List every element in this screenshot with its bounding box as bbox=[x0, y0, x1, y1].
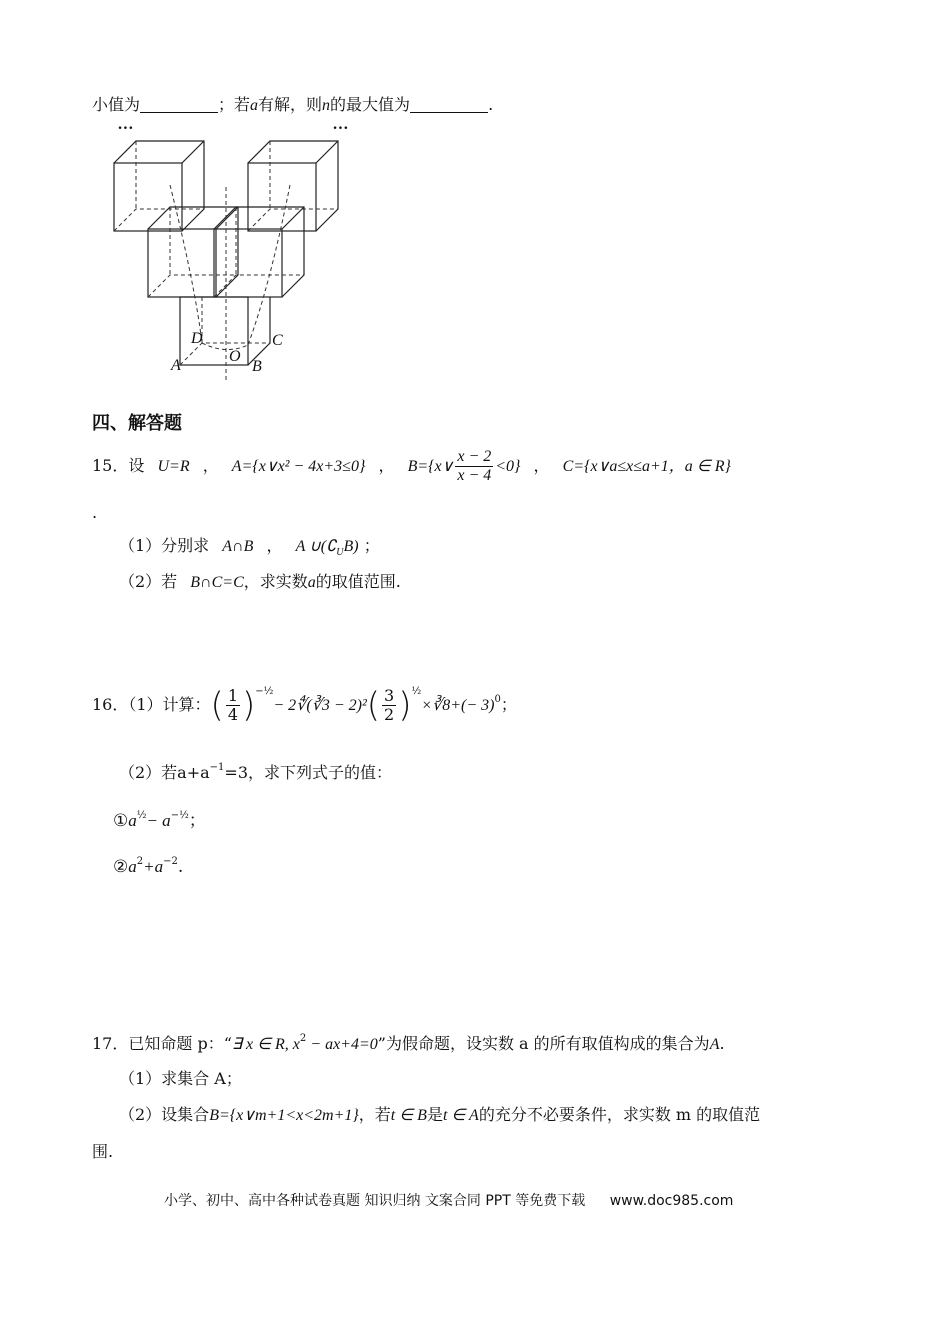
q15-comma-1: ， bbox=[202, 456, 219, 475]
q17-stem bbox=[92, 1033, 725, 1056]
q17-pre: 17．已知命题 p：“ bbox=[92, 1034, 232, 1053]
q14-tail-line bbox=[92, 94, 493, 117]
q16-exp-1: −½ bbox=[255, 686, 274, 697]
q15-frac-num: x − 2 bbox=[457, 448, 492, 465]
q17-math-2: − ax+4=0 bbox=[306, 1036, 378, 1053]
q14-var-a: a bbox=[250, 97, 259, 114]
q16-item1-exp2: −½ bbox=[170, 810, 189, 821]
q16-item1-mark: ① bbox=[113, 811, 129, 831]
q16-item2-end: . bbox=[177, 857, 184, 877]
footer-text: 小学、初中、高中各种试卷真题 知识归纳 文案合同 PPT 等免费下载 bbox=[164, 1193, 586, 1209]
q15-part2 bbox=[119, 571, 401, 594]
figure-label-B: B bbox=[252, 358, 262, 375]
q15-p1-end: ； bbox=[363, 536, 380, 555]
q16-item1-end: ； bbox=[188, 811, 206, 831]
q15-set-B-left: B={x∨ bbox=[407, 458, 454, 475]
q16-frac2-num: 3 bbox=[384, 686, 395, 705]
q16-paren-close-2: ) bbox=[398, 685, 412, 726]
cube-stack-figure bbox=[100, 115, 360, 380]
answer-blank-2[interactable] bbox=[410, 96, 488, 113]
q16-paren-open-2: ( bbox=[366, 685, 381, 726]
q17-p2-pre: （2）设集合 bbox=[119, 1105, 210, 1124]
q17-part2 bbox=[119, 1104, 760, 1127]
q16-item2-exp2: −2 bbox=[163, 856, 178, 867]
q15-p2-end: 的取值范围. bbox=[315, 572, 401, 591]
q16-p2-exp: −1 bbox=[209, 762, 225, 773]
q16-p2-text: （2）若a+a bbox=[119, 763, 210, 782]
q15-p1-expr1: A∩B bbox=[222, 538, 254, 555]
q15-p2-expr: B∩C=C bbox=[190, 574, 244, 591]
q16-part2 bbox=[119, 762, 392, 784]
q17-p2-cond2: t ∈ A bbox=[442, 1107, 479, 1124]
figure-dots-right: … bbox=[333, 116, 349, 133]
q15-set-C: C={x∨a≤x≤a+1，a ∈ R} bbox=[562, 458, 731, 475]
figure-label-D: D bbox=[191, 330, 203, 347]
q17-set-A: A bbox=[709, 1036, 720, 1053]
q14-text-3: 有解，则 bbox=[258, 95, 323, 114]
q14-text-4: 的最大值为 bbox=[330, 95, 411, 114]
q17-exp: 2 bbox=[299, 1033, 307, 1044]
q17-p2-mid: ，若 bbox=[358, 1105, 391, 1124]
q15-p2-var: a bbox=[307, 574, 316, 591]
q17-math-1: ∃ x ∈ R, x bbox=[231, 1036, 300, 1053]
q17-p2-set: B={x∨m+1<x<2m+1} bbox=[209, 1107, 359, 1124]
q15-p1-expr3: B) bbox=[343, 538, 359, 555]
q15-stem bbox=[92, 448, 731, 485]
figure-label-A: A bbox=[171, 357, 181, 374]
q16-exp-3: 0 bbox=[494, 694, 501, 705]
q15-p1-expr2: A ∪(∁ bbox=[295, 538, 337, 555]
q16-radical-term: − 2∜(∛3 − 2)² bbox=[273, 697, 367, 714]
q16-frac-3-2 bbox=[382, 687, 396, 724]
q15-p1-label: （1）分别求 bbox=[119, 536, 210, 555]
q17-part1: （1）求集合 A； bbox=[119, 1069, 242, 1088]
q16-item-1 bbox=[113, 810, 206, 832]
q16-exp-2: ½ bbox=[411, 686, 422, 697]
q15-set-U: U=R bbox=[157, 458, 190, 475]
q16-item2-exp1: 2 bbox=[136, 856, 144, 867]
q15-part1 bbox=[119, 535, 380, 558]
q17-end: . bbox=[719, 1034, 725, 1053]
q14-text-2: ；若 bbox=[218, 95, 251, 114]
q15-dot: . bbox=[92, 503, 98, 522]
footer bbox=[164, 1190, 733, 1212]
q16-part1 bbox=[92, 685, 517, 731]
q15-set-A: A={x∨x² − 4x+3≤0} bbox=[231, 458, 366, 475]
q15-p2-text: ，求实数 bbox=[243, 572, 308, 591]
figure-label-C: C bbox=[272, 332, 283, 349]
q17-post: ”为假命题，设实数 a 的所有取值构成的集合为 bbox=[377, 1034, 710, 1053]
q15-comma-2: ， bbox=[378, 456, 395, 475]
q17-p2-post: 的充分不必要条件，求实数 m 的取值范 bbox=[478, 1105, 761, 1124]
q16-item1-minus: − a bbox=[146, 811, 171, 830]
q16-frac-1-4 bbox=[226, 687, 240, 724]
q14-var-n: n bbox=[322, 97, 331, 114]
q16-p2-rest: =3，求下列式子的值： bbox=[224, 763, 393, 782]
q16-tail-term: ×∛8+(− 3) bbox=[421, 697, 495, 714]
q16-number: 16．（1）计算： bbox=[92, 695, 211, 714]
q15-number: 15．设 bbox=[92, 456, 145, 475]
q15-p1-sub: U bbox=[336, 547, 344, 558]
figure-label-O: O bbox=[229, 348, 241, 365]
q16-frac1-den: 4 bbox=[227, 705, 238, 724]
q16-item-2 bbox=[113, 856, 183, 878]
q14-text-1: 小值为 bbox=[92, 95, 141, 114]
q15-p1-sep: ， bbox=[266, 536, 283, 555]
q16-item2-mark: ② bbox=[113, 857, 129, 877]
q16-paren-open-1: ( bbox=[210, 685, 224, 726]
q17-p2-is: 是 bbox=[426, 1105, 443, 1124]
q16-item1-a: a bbox=[128, 811, 137, 830]
q15-set-B-right: <0} bbox=[495, 458, 521, 475]
q16-item2-a: a bbox=[128, 857, 137, 876]
q16-end: ； bbox=[500, 695, 517, 714]
q16-frac2-den: 2 bbox=[384, 705, 395, 724]
q16-item1-exp1: ½ bbox=[136, 810, 147, 821]
answer-blank-1[interactable] bbox=[140, 96, 218, 113]
q15-frac-den: x − 4 bbox=[457, 467, 492, 484]
q17-p2-cont: 围. bbox=[92, 1142, 114, 1161]
q15-p2-label: （2）若 bbox=[119, 572, 178, 591]
section-title: 四、解答题 bbox=[92, 413, 182, 434]
q16-paren-close-1: ) bbox=[242, 685, 256, 726]
q16-item2-plus: +a bbox=[143, 857, 164, 876]
q15-set-B-fraction bbox=[455, 448, 493, 485]
figure-dots-left: … bbox=[118, 116, 134, 133]
q15-comma-3: ， bbox=[533, 456, 550, 475]
q17-p2-cond1: t ∈ B bbox=[390, 1107, 427, 1124]
footer-url[interactable]: www.doc985.com bbox=[609, 1193, 734, 1209]
q14-end: . bbox=[488, 95, 494, 114]
q16-frac1-num: 1 bbox=[227, 686, 238, 705]
